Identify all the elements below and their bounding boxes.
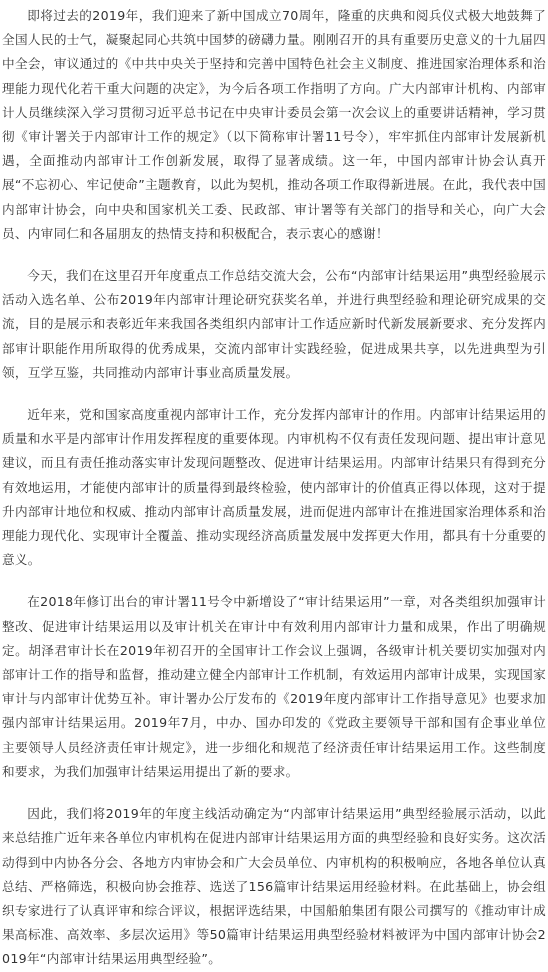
paragraph-anniversary-intro: 即将过去的2019年，我们迎来了新中国成立70周年，隆重的庆典和阅兵仪式极大地鼓舞了全国人民的士气，凝聚起同心共筑中国梦的磅礴力量。刚刚召开的具有重要历史意义的十九届四中全会，审议通过的《中共中央关于坚持和完善中国特色社会主义制度、推进国家治理体系和治理能力现代化若干重大问题的决定》，为今后各项工作指明了方向。广大内部审计机构、内部审计人员继续深入学习贯彻习近平总书记在中央审计委员会第一次会议上的重要讲话精神，学习贯彻《审计署关于内部审计工作的规定》（以下简称审计署11号令），牢牢抓住内部审计发展新机遇，全面推动内部审计工作创新发展，取得了显著成绩。这一年，中国内部审计协会认真开展“不忘初心、牢记使命”主题教育，以此为契机，推动各项工作取得新进展。在此，我代表中国内部审计协会，向中央和国家机关工委、民政部、审计署等有关部门的指导和关心，向广大会员、内审同仁和各届朋友的热情支持和积极配合，表示衷心的感谢！ [2, 8, 546, 241]
paragraph-regulations: 在2018年修订出台的审计署11号令中新增设了“审计结果运用”一章，对各类组织加强审计整改、促进审计结果运用以及审计机关在审计中有效利用内部审计力量和成果，作出了明确规定。胡泽君审计长在2019年初召开的全国审计工作会议上强调，各级审计机关要切实加强对内部审计工作的指导和监督，推动建立健全内部审计工作机制，有效运用内部审计成果，实现国家审计与内部审计优势互补。审计署办公厅发布的《2019年度内部审计工作指导意见》也要求加强内部审计结果运用。2019年7月，中办、国办印发的《党政主要领导干部和国有企事业单位主要领导人员经济责任审计规定》，进一步细化和规范了经济责任审计结果运用工作。这些制度和要求，为我们加强审计结果运用提出了新的要求。 [2, 594, 546, 779]
paragraph-annual-activity: 因此，我们将2019年的年度主线活动确定为“内部审计结果运用”典型经验展示活动，以此来总结推广近年来各单位内审机构在促进内部审计结果运用方面的典型经验和良好实务。这次活动得到中内协各分会、各地方内审协会和广大会员单位、内审机构的积极响应，各地各单位认真总结、严格筛选，积极向协会推荐、选送了156篇审计结果运用经验材料。在此基础上，协会组织专家进行了认真评审和综合评议，根据评选结果，中国船舶集团有限公司撰写的《推动审计成果高标准、高效率、多层次运用》等50篇审计结果运用典型经验材料被评为中国内部审计协会2019年“内部审计结果运用典型经验”。 [2, 806, 546, 967]
paragraph-audit-result-importance: 近年来，党和国家高度重视内部审计工作，充分发挥内部审计的作用。内部审计结果运用的质量和水平是内部审计作用发挥程度的重要体现。内审机构不仅有责任发现问题、提出审计意见建议，而且有责任推动落实审计发现问题整改、促进审计结果运用。内部审计结果只有得到充分有效地运用，才能使内部审计的质量得到最终检验，使内部审计的价值真正得以体现，这对于提升内部审计地位和权威、推动内部审计高质量发展，进而促进内部审计在推进国家治理体系和治理能力现代化、实现审计全覆盖、推动实现经济高质量发展中发挥更大作用，都具有十分重要的意义。 [2, 407, 546, 568]
paragraph-conference-purpose: 今天，我们在这里召开年度重点工作总结交流大会，公布“内部审计结果运用”典型经验展示活动入选名单、公布2019年内部审计理论研究获奖名单，并进行典型经验和理论研究成果的交流，目的是展示和表彰近年来我国各类组织内部审计工作适应新时代新发展新要求、充分发挥内部审计职能作用所取得的优秀成果，交流内部审计实践经验，促进成果共享，以先进典型为引领，互学互鉴，共同推动内部审计事业高质量发展。 [2, 268, 546, 380]
